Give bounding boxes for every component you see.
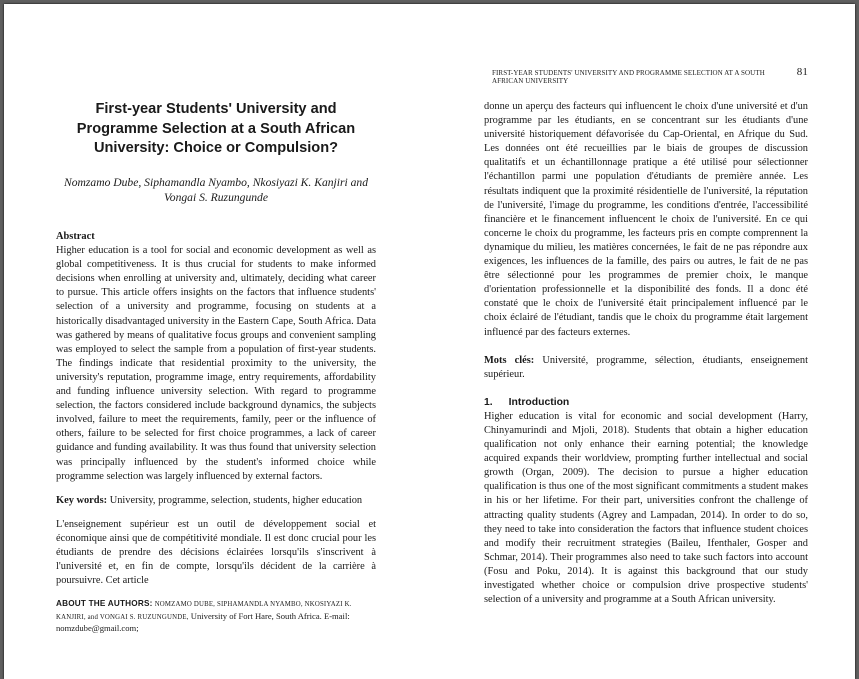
article-authors: Nomzamo Dube, Siphamandla Nyambo, Nkosiyazi K. Kanjiri and Vongai S. Ruzungunde bbox=[63, 176, 369, 204]
running-head bbox=[492, 66, 808, 85]
resume-text-part2: donne un aperçu des facteurs qui influencent le choix d'une université et d'un programme par les étudiants, en se concentrant sur les étudiants d'une université historiquement défavorisée du Cap-Oriental, en Afrique du Sud. Les données ont été recueillies par le biais de groupes de discussion qualitatifs et un échantillonnage pratique a été utilisé pour sélectionner l'échantillon parmi une population d'étudiants de première année. Les résultats indiquent que la proximité résidentielle de l'université, la réputation de l'université, l'image du programme, les conditions d'entrée, l'accessibilité financière et le financement influencent le choix de l'université. En ce qui concerne le choix du programme, les facteurs pris en compte comprennent la dynamique du milieu, les matières concernées, le fait de ne pas répondre aux exigences, les influences de la famille, des pairs ou autres, le fait de ne pas être sélectionné pour les programmes de premier choix, le manque d'orientation professionnelle et la disponibilité des fonds. Il a donc été constaté que le choix de l'université était principalement influencé par le choix éclairé de l'étudiant, tandis que le choix du programme était largement influencé par des facteurs externes. bbox=[484, 101, 808, 338]
running-head-title: FIRST-YEAR STUDENTS' UNIVERSITY AND PROGRAMME SELECTION AT A SOUTH AFRICAN UNIVERSITY bbox=[492, 69, 765, 85]
keywords bbox=[56, 494, 376, 508]
section-title: Introduction bbox=[508, 396, 570, 408]
keywords-list: University, programme, selection, students, higher education bbox=[109, 494, 363, 506]
mots-cles bbox=[484, 354, 808, 382]
section-number: 1. bbox=[484, 396, 493, 408]
journal-page bbox=[4, 4, 855, 679]
resume-text-part1: L'enseignement supérieur est un outil de développement social et économique ainsi que de compétitivité mondiale. Il est donc crucial pour les étudiants de prendre des décisions éclairées lorsqu'ils s'inscrivent à l'université et, en fin de compte, lorsqu'ils décident de la carrière à poursuivre. Cet article bbox=[56, 518, 376, 587]
article-title: First-year Students' University and Programme Selection at a South African University: Choice or Compulsion? bbox=[76, 101, 356, 156]
abstract-heading: Abstract bbox=[56, 231, 95, 242]
keywords-label: Key words: bbox=[56, 494, 108, 506]
right-column bbox=[484, 100, 808, 607]
page-number: 81 bbox=[796, 66, 808, 78]
about-authors-names: NOMZAMO DUBE, SIPHAMANDLA NYAMBO, NKOSIYAZI K. KANJIRI, and VONGAI S. RUZUNGUNDE, bbox=[56, 601, 352, 621]
mots-cles-label: Mots clés: bbox=[484, 354, 535, 366]
abstract-text: Higher education is a tool for social and economic development as well as global competitiveness. It is thus crucial for students to make informed decisions when enrolling at university and, ultimately, deciding what career to pursue. This article offers insights on the factors that influence students' selection of a university and programme, focusing on students at a historically disadvantaged university in the Eastern Cape, South Africa. Data was gathered by means of qualitative focus groups and convenient sampling was employed to select the sample from a population of first-year students. The findings indicate that residential proximity to the university, the university's reputation, programme image, entry requirements, affordability and funding influence university selection. With regard to programme selection, the factors considered include background dynamics, the subjects involved, failure to meet the requirements, family, peer or the influence of others, failure to be selected for first choice programmes, a lack of career guidance and funding availability. It was thus found that university selection was principally influenced by the student's informed choice while programme selection was largely influenced by external factors. bbox=[56, 245, 376, 482]
introduction-heading bbox=[484, 396, 808, 410]
mots-cles-list: Université, programme, sélection, étudiants, enseignement supérieur. bbox=[484, 354, 808, 380]
about-authors bbox=[56, 598, 376, 635]
left-column bbox=[56, 230, 376, 635]
introduction-text: Higher education is vital for economic and social development (Harry, Chinyamurindi and Mjoli, 2018). Students that obtain a higher education qualification not only enhance their earning potential; the knowledge acquired expands their worldview, prompting further intellectual and social growth (Organ, 2009). The decision to pursue a higher education qualification is thus one of the most significant commitments a student makes in his or her lifetime. For their part, universities confront the challenge of attracting quality students (Agrey and Lampadan, 2014). In order to do so, they need to take into consideration the factors that influence student choices and modify their recruitment strategies (Baileu, Ifenthaler, Gosper and Schmar, 2014). Their programmes also need to take such factors into account (Fosu and Poku, 2014). It is against this background that our study investigated whether choice or compulsion drive prospective students' selection of a university and programme at a South African university. bbox=[484, 410, 808, 606]
about-authors-affiliation: University of Fort Hare, South Africa. E-mail: nomzdube@gmail.com; bbox=[56, 610, 350, 634]
about-authors-label: ABOUT THE AUTHORS: bbox=[56, 599, 153, 609]
